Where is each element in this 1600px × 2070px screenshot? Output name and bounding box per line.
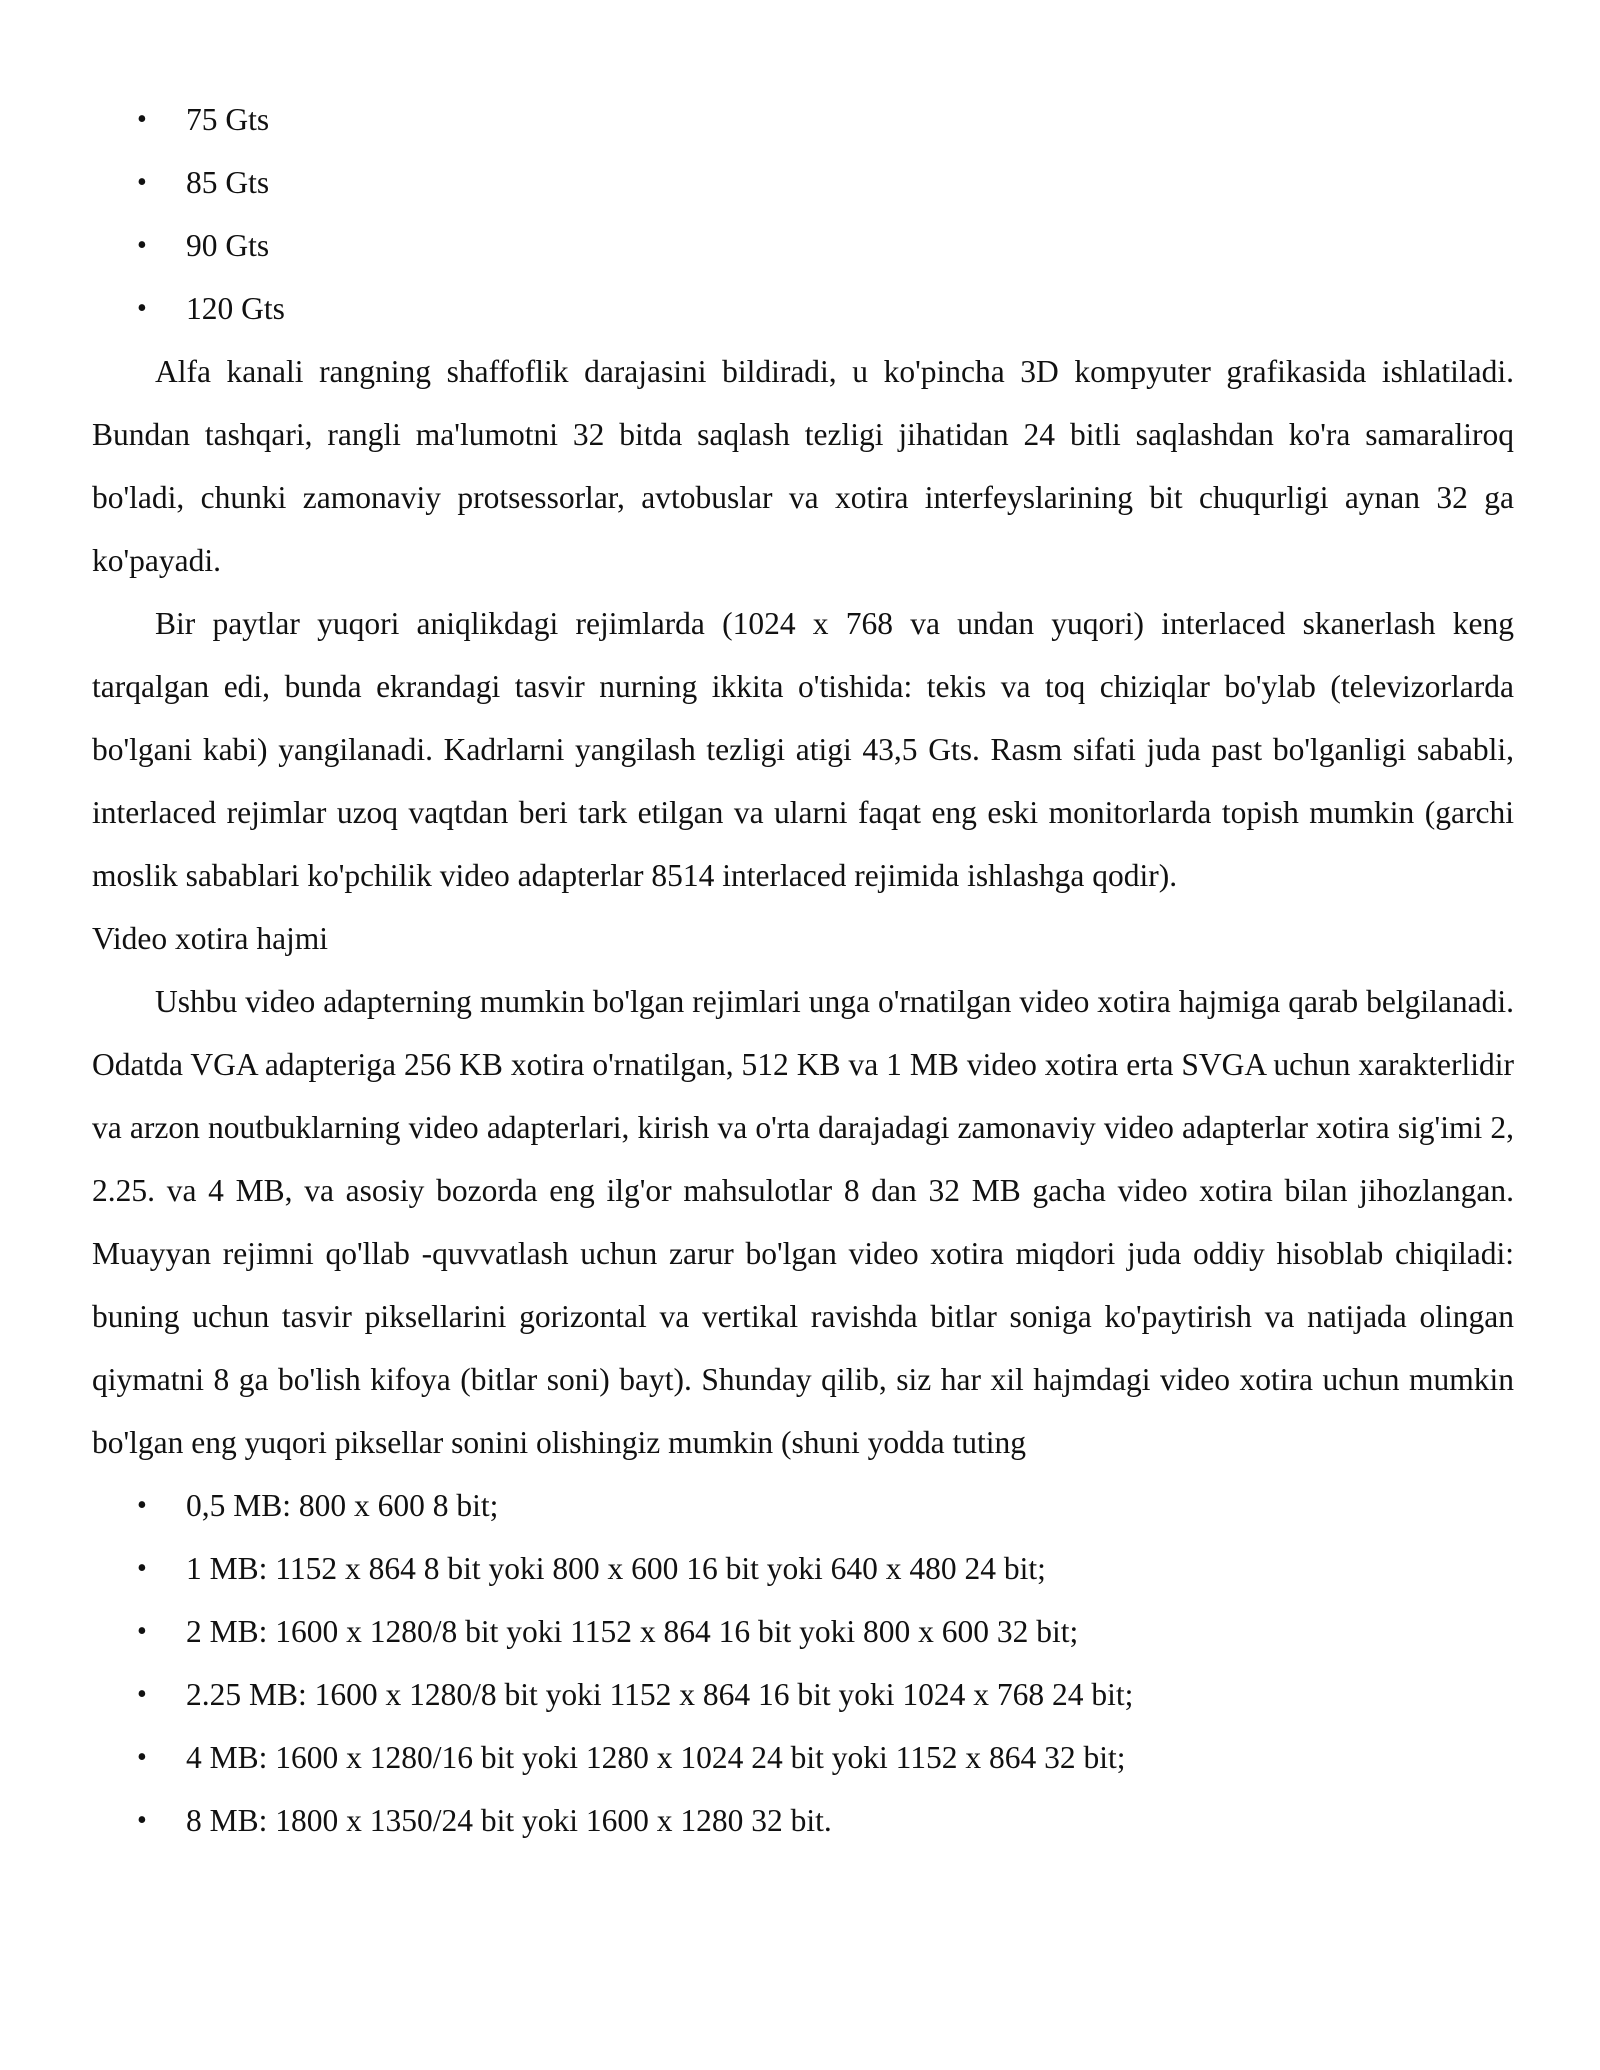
list-item [92,1474,1514,1537]
list-item [92,277,1514,340]
refresh-rate-list [92,88,1514,340]
section-heading: Video xotira hajmi [92,921,329,956]
paragraph-interlaced-scanning: Bir paytlar yuqori aniqlikdagi rejimlarda (1024 x 768 va undan yuqori) interlaced skanerlash keng tarqalgan edi, bunda ekrandagi tasvir nurning ikkita o'tishida: tekis va toq chiziqlar bo'ylab (televizorlarda bo'lgani kabi) yangilanadi. Kadrlarni yangilash tezligi atigi 43,5 Gts. Rasm sifati juda past bo'lganligi sababli, interlaced rejimlar uzoq vaqtdan beri tark etilgan va ularni faqat eng eski monitorlarda topish mumkin (garchi moslik sabablari ko'pchilik video adapterlar 8514 interlaced rejimida ishlashga qodir). [92,606,1514,893]
bullet-icon: • [137,1616,147,1647]
list-item [92,1663,1514,1726]
list-item [92,1726,1514,1789]
list-item-text: 120 Gts [186,291,285,326]
list-item-text: 90 Gts [186,228,270,263]
list-item-text: 75 Gts [186,102,270,137]
paragraph-alpha-channel: Alfa kanali rangning shaffoflik darajasini bildiradi, u ko'pincha 3D kompyuter grafikasida ishlatiladi. Bundan tashqari, rangli ma'lumotni 32 bitda saqlash tezligi jihatidan 24 bitli saqlashdan ko'ra samaraliroq bo'ladi, chunki zamonaviy protsessorlar, avtobuslar va xotira interfeyslarining bit chuqurligi aynan 32 ga ko'payadi. [92,354,1514,578]
list-item-text: 2 MB: 1600 x 1280/8 bit yoki 1152 x 864 16 bit yoki 800 x 600 32 bit; [186,1614,1079,1649]
bullet-icon: • [137,1805,147,1836]
list-item [92,88,1514,151]
list-item [92,1789,1514,1852]
list-item-text: 4 MB: 1600 x 1280/16 bit yoki 1280 x 1024 24 bit yoki 1152 x 864 32 bit; [186,1740,1126,1775]
bullet-icon: • [137,1742,147,1773]
bullet-icon: • [137,1679,147,1710]
bullet-icon: • [137,1490,147,1521]
list-item-text: 85 Gts [186,165,270,200]
memory-mode-list [92,1474,1514,1852]
bullet-icon: • [137,104,147,135]
bullet-icon: • [137,293,147,324]
bullet-icon: • [137,167,147,198]
list-item [92,1537,1514,1600]
list-item [92,214,1514,277]
document-body [92,88,1514,1852]
list-item [92,1600,1514,1663]
list-item-text: 0,5 MB: 800 x 600 8 bit; [186,1488,499,1523]
bullet-icon: • [137,1553,147,1584]
list-item-text: 8 MB: 1800 x 1350/24 bit yoki 1600 x 1280 32 bit. [186,1803,832,1838]
paragraph-video-memory: Ushbu video adapterning mumkin bo'lgan rejimlari unga o'rnatilgan video xotira hajmiga qarab belgilanadi. Odatda VGA adapteriga 256 KB xotira o'rnatilgan, 512 KB va 1 MB video xotira erta SVGA uchun xarakterlidir va arzon noutbuklarning video adapterlari, kirish va o'rta darajadagi zamonaviy video adapterlar xotira sig'imi 2, 2.25. va 4 MB, va asosiy bozorda eng ilg'or mahsulotlar 8 dan 32 MB gacha video xotira bilan jihozlangan. Muayyan rejimni qo'llab -quvvatlash uchun zarur bo'lgan video xotira miqdori juda oddiy hisoblab chiqiladi: buning uchun tasvir piksellarini gorizontal va vertikal ravishda bitlar soniga ko'paytirish va natijada olingan qiymatni 8 ga bo'lish kifoya (bitlar soni) bayt). Shunday qilib, siz har xil hajmdagi video xotira uchun mumkin bo'lgan eng yuqori piksellar sonini olishingiz mumkin (shuni yodda tuting [92,984,1514,1460]
bullet-icon: • [137,230,147,261]
list-item-text: 2.25 MB: 1600 x 1280/8 bit yoki 1152 x 864 16 bit yoki 1024 x 768 24 bit; [186,1677,1134,1712]
list-item [92,151,1514,214]
list-item-text: 1 MB: 1152 x 864 8 bit yoki 800 x 600 16 bit yoki 640 x 480 24 bit; [186,1551,1046,1586]
